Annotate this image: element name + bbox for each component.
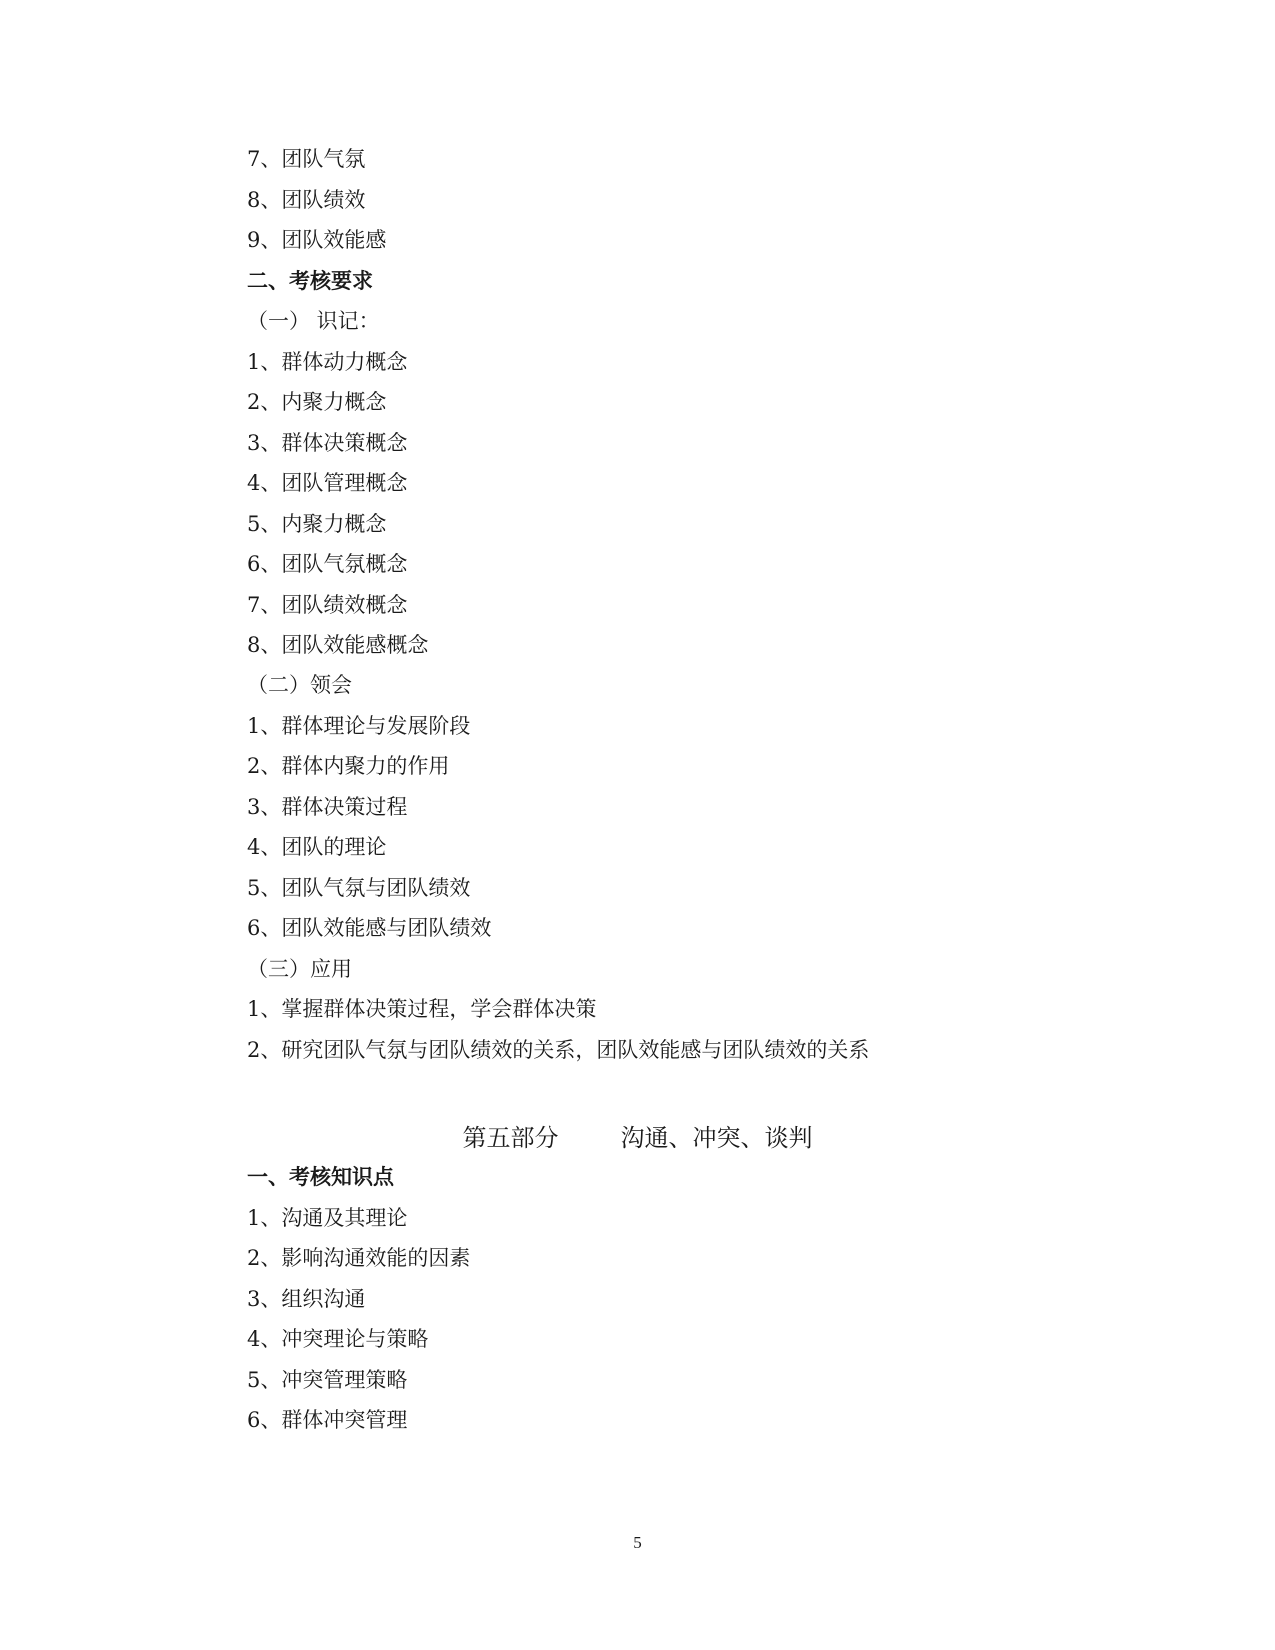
list-item: 2、研究团队气氛与团队绩效的关系，团队效能感与团队绩效的关系 — [247, 1038, 870, 1062]
section-heading-requirements: 二、考核要求 — [247, 269, 373, 293]
list-item: 4、冲突理论与策略 — [247, 1327, 429, 1351]
list-item: 8、团队效能感概念 — [247, 633, 429, 657]
subheading-recall: （一） 识记： — [247, 309, 380, 333]
list-item: 2、影响沟通效能的因素 — [247, 1246, 471, 1270]
list-item: 1、掌握群体决策过程，学会群体决策 — [247, 997, 597, 1021]
list-item: 5、团队气氛与团队绩效 — [247, 876, 471, 900]
list-item: 5、内聚力概念 — [247, 512, 387, 536]
list-item: 7、团队绩效概念 — [247, 593, 408, 617]
list-item: 1、沟通及其理论 — [247, 1206, 408, 1230]
subheading-understand: （二）领会 — [247, 673, 352, 697]
list-item: 9、团队效能感 — [247, 228, 387, 252]
list-item: 6、群体冲突管理 — [247, 1408, 408, 1432]
list-item: 3、群体决策概念 — [247, 431, 408, 455]
list-item: 3、群体决策过程 — [247, 795, 408, 819]
list-item: 5、冲突管理策略 — [247, 1368, 408, 1392]
list-item: 6、团队效能感与团队绩效 — [247, 916, 492, 940]
subheading-apply: （三）应用 — [247, 957, 352, 981]
list-item: 8、团队绩效 — [247, 188, 366, 212]
list-item: 4、团队的理论 — [247, 835, 387, 859]
list-item: 1、群体动力概念 — [247, 350, 408, 374]
list-item: 7、团队气氛 — [247, 147, 366, 171]
section-heading-knowledge: 一、考核知识点 — [247, 1165, 394, 1189]
part-topic: 沟通、冲突、谈判 — [620, 1124, 813, 1152]
page-number: 5 — [633, 1533, 642, 1552]
list-item: 1、群体理论与发展阶段 — [247, 714, 471, 738]
list-item: 3、组织沟通 — [247, 1287, 366, 1311]
list-item: 2、群体内聚力的作用 — [247, 754, 450, 778]
list-item: 6、团队气氛概念 — [247, 552, 408, 576]
part-label: 第五部分 — [462, 1124, 559, 1152]
list-item: 4、团队管理概念 — [247, 471, 408, 495]
part-title — [0, 1122, 1275, 1154]
list-item: 2、内聚力概念 — [247, 390, 387, 414]
